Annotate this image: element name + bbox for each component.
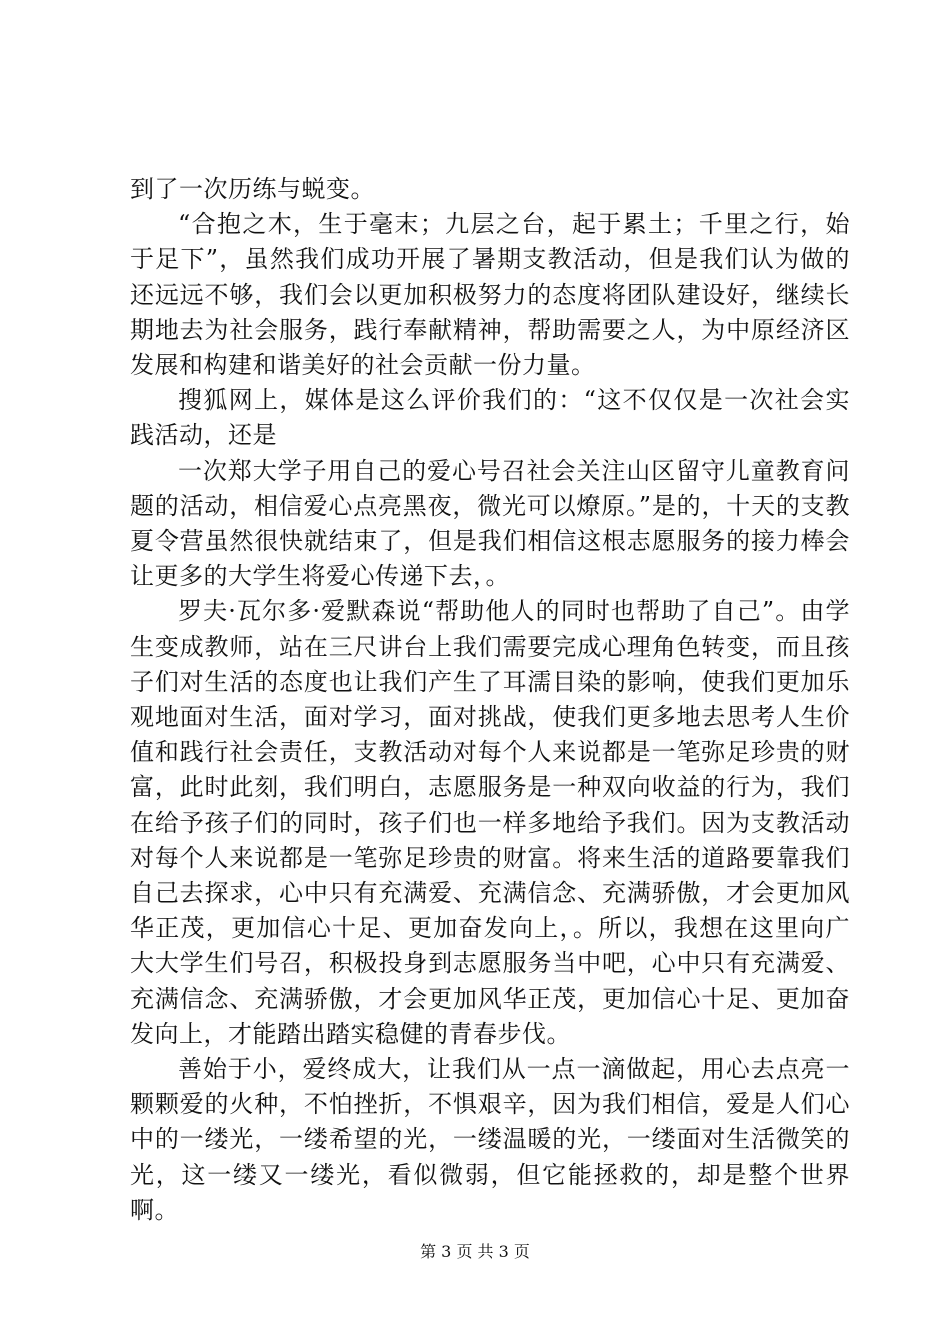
document-body — [130, 172, 850, 1228]
paragraph-6: 善始于小，爱终成大，让我们从一点一滴做起，用心去点亮一颗颗爱的火种，不怕挫折，不惧艰辛，因为我们相信，爱是人们心中的一缕光，一缕希望的光，一缕温暖的光，一缕面对生活微笑的光，这一缕又一缕光，看似微弱，但它能拯救的，却是整个世界啊。 — [130, 1055, 850, 1224]
paragraph-4: 一次郑大学子用自己的爱心号召社会关注山区留守儿童教育问题的活动，相信爱心点亮黑夜，微光可以燎原。”是的，十天的支教夏令营虽然很快就结束了，但是我们相信这根志愿服务的接力棒会让更多的大学生将爱心传递下去，。 — [130, 456, 850, 591]
paragraph-2: “合抱之木，生于毫末；九层之台，起于累土；千里之行，始于足下”，虽然我们成功开展了暑期支教活动，但是我们认为做的还远远不够，我们会以更加积极努力的态度将团队建设好，继续长期地去为社会服务，践行奉献精神，帮助需要之人，为中原经济区发展和构建和谐美好的社会贡献一份力量。 — [130, 210, 850, 380]
paragraph-3: 搜狐网上，媒体是这么评价我们的：“这不仅仅是一次社会实践活动，还是 — [130, 386, 850, 450]
page-footer: 第 3 页 共 3 页 — [420, 1242, 530, 1261]
paragraph-1: 到了一次历练与蜕变。 — [130, 175, 375, 203]
paragraph-5: 罗夫·瓦尔多·爱默森说“帮助他人的同时也帮助了自己”。由学生变成教师，站在三尺讲台上我们需要完成心理角色转变，而且孩子们对生活的态度也让我们产生了耳濡目染的影响，使我们更加乐观地面对生活，面对学习，面对挑战，使我们更多地去思考人生价值和践行社会责任，支教活动对每个人来说都是一笔弥足珍贵的财富，此时此刻，我们明白，志愿服务是一种双向收益的行为，我们在给予孩子们的同时，孩子们也一样多地给予我们。因为支教活动对每个人来说都是一笔弥足珍贵的财富。将来生活的道路要靠我们自己去探求，心中只有充满爱、充满信念、充满骄傲，才会更加风华正茂，更加信心十足、更加奋发向上，。所以，我想在这里向广大大学生们号召，积极投身到志愿服务当中吧，心中只有充满爱、充满信念、充满骄傲，才会更加风华正茂，更加信心十足、更加奋发向上，才能踏出踏实稳健的青春步伐。 — [130, 597, 850, 1048]
